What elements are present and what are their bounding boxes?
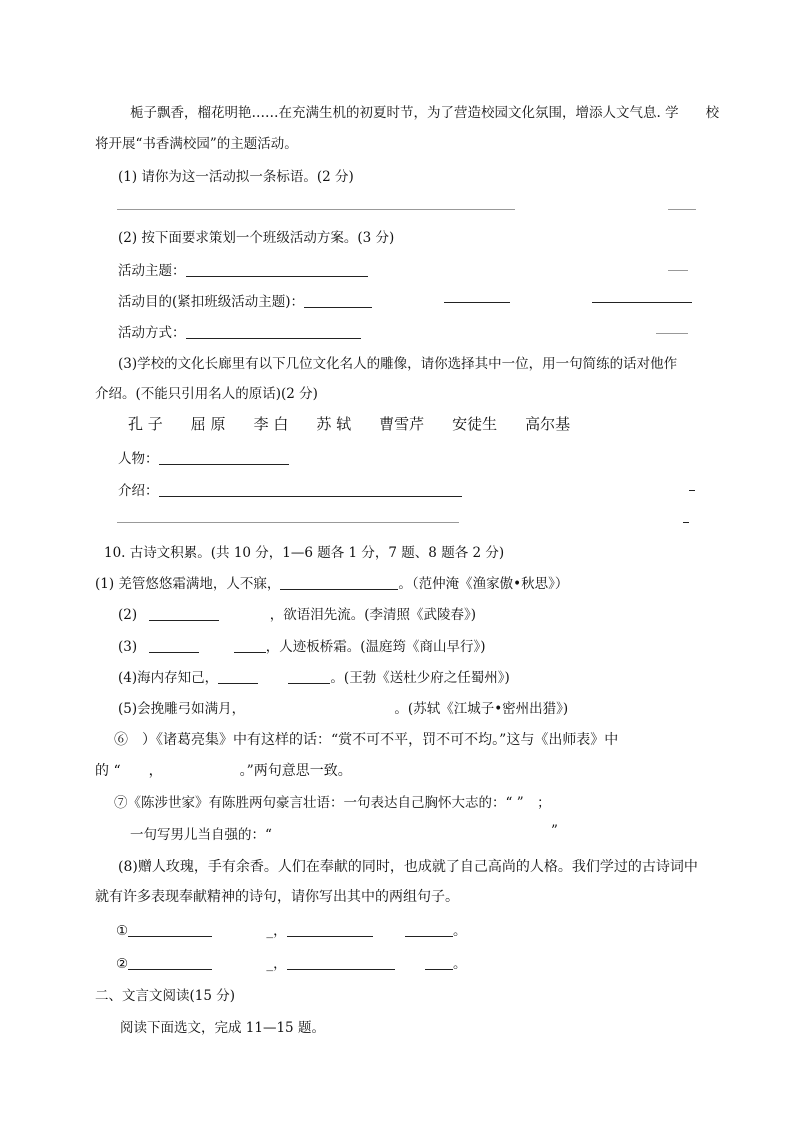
answer-1-blank-3[interactable] xyxy=(405,922,453,937)
item-6-line-2: 的 “ ， 。”两句意思一致。 xyxy=(95,763,352,779)
name-kongzi: 孔 子 xyxy=(128,415,163,433)
introduce-blank[interactable] xyxy=(159,482,462,497)
item-3-blank-2[interactable] xyxy=(234,638,266,653)
item-1-source: 。（范仲淹《渔家傲•秋思》） xyxy=(398,576,569,592)
answer-2-blank-1[interactable] xyxy=(128,955,212,970)
plan-method-label: 活动方式： xyxy=(118,325,186,341)
item-4-text: (4)海内存知己， xyxy=(118,670,219,686)
name-quyuan: 屈 原 xyxy=(190,415,226,433)
introduce-line-2-end[interactable] xyxy=(683,522,689,523)
question-10-title: 10. 古诗文积累。(共 10 分，1—6 题各 1 分，7 题、8 题各 2 分) xyxy=(104,545,505,561)
section-2-title: 二、文言文阅读(15 分) xyxy=(95,988,236,1004)
answer-2-blank-3[interactable] xyxy=(425,955,453,970)
answer-1-marker: ① xyxy=(116,923,129,939)
name-andersen: 安徒生 xyxy=(452,415,498,433)
item-2-number: (2) xyxy=(118,607,138,623)
question-2: (2) 按下面要求策划一个班级活动方案。(3 分) xyxy=(118,230,395,246)
item-3-number: (3) xyxy=(118,639,138,655)
answer-1-comma: _， xyxy=(266,923,287,939)
item-1 xyxy=(95,572,568,592)
person-label: 人物： xyxy=(118,451,159,467)
intro-line-1: 栀子飘香，榴花明艳……在充满生机的初夏时节，为了营造校园文化氛围，增添人文气息. 学 校 xyxy=(130,105,720,121)
item-4-blank-2[interactable] xyxy=(288,669,330,684)
item-5 xyxy=(118,697,568,717)
item-5-source: 。(苏轼《江城子•密州出猎》) xyxy=(394,701,569,717)
plan-theme-blank[interactable] xyxy=(186,262,368,277)
item-1-text: (1) 羌管悠悠霜满地，人不寐， xyxy=(95,576,281,592)
plan-purpose-label: 活动目的(紧扣班级活动主题)： xyxy=(118,294,305,310)
item-3-blank-1[interactable] xyxy=(149,638,199,653)
plan-theme-end[interactable] xyxy=(668,270,688,271)
answer-row-1 xyxy=(116,919,466,939)
question-3-line-2: 介绍。(不能只引用名人的原话)(2 分) xyxy=(95,386,318,402)
answer-2-period: 。 xyxy=(452,956,467,972)
plan-purpose-blank-1[interactable] xyxy=(304,293,372,308)
name-gorky: 高尔基 xyxy=(525,415,571,433)
item-7-line-2: 一句写男儿当自强的：“ xyxy=(130,827,272,843)
names-row xyxy=(128,413,598,434)
item-2-text: ，欲语泪先流。(李清照《武陵春》) xyxy=(269,607,477,623)
plan-theme-row xyxy=(118,259,368,279)
plan-theme-label: 活动主题： xyxy=(118,263,186,279)
question-1: (1) 请你为这一活动拟一条标语。(2 分) xyxy=(118,169,354,185)
plan-purpose-blank-3[interactable] xyxy=(592,302,692,303)
answer-line-q1-end[interactable] xyxy=(668,209,696,210)
item-4 xyxy=(118,666,510,686)
item-6-line-1: ⑥ ）《诸葛亮集》中有这样的话：“赏不可不平，罚不可不均。”这与《出师表》中 xyxy=(114,732,619,748)
item-7-line-1: ⑦《陈涉世家》有陈胜两句豪言壮语：一句表达自己胸怀大志的：“ ” ； xyxy=(114,795,551,811)
name-caoxueqin: 曹雪芹 xyxy=(379,415,425,433)
answer-1-blank-1[interactable] xyxy=(128,922,212,937)
item-7-close-quote: ” xyxy=(551,823,558,839)
intro-line-2: 将开展“书香满校园”的主题活动。 xyxy=(95,136,298,152)
introduce-end[interactable] xyxy=(689,490,695,491)
answer-row-2 xyxy=(116,952,466,972)
item-4-blank-1[interactable] xyxy=(218,669,258,684)
item-8-line-2: 就有许多表现奉献精神的诗句，请你写出其中的两组句子。 xyxy=(95,889,459,905)
answer-1-blank-2[interactable] xyxy=(287,922,373,937)
name-libai: 李 白 xyxy=(253,415,289,433)
item-8-line-1: (8)赠人玫瑰，手有余香。人们在奉献的同时，也成就了自己高尚的人格。我们学过的古诗词中 xyxy=(118,859,698,875)
plan-method-end[interactable] xyxy=(656,333,688,334)
introduce-line-2[interactable] xyxy=(117,522,459,523)
item-3 xyxy=(118,635,486,655)
person-blank[interactable] xyxy=(159,450,289,465)
item-1-blank[interactable] xyxy=(280,575,398,590)
answer-2-comma: _， xyxy=(266,956,287,972)
section-2-instruction: 阅读下面选文，完成 11—15 题。 xyxy=(120,1020,325,1036)
name-sushi: 苏 轼 xyxy=(316,415,352,433)
plan-purpose-blank-2[interactable] xyxy=(444,302,510,303)
question-3-line-1: (3)学校的文化长廊里有以下几位文化名人的雕像，请你选择其中一位，用一句简练的话对他作 xyxy=(118,356,678,372)
plan-purpose-row xyxy=(118,290,372,310)
answer-line-q1[interactable] xyxy=(117,209,515,210)
item-3-text: ，人迹板桥霜。(温庭筠《商山早行》) xyxy=(265,639,486,655)
item-2 xyxy=(118,603,476,623)
introduce-row xyxy=(118,479,462,499)
person-row xyxy=(118,447,289,467)
item-5-text: (5)会挽雕弓如满月， xyxy=(118,701,246,717)
plan-method-row xyxy=(118,321,361,341)
answer-1-period: 。 xyxy=(452,923,467,939)
answer-2-blank-2[interactable] xyxy=(287,955,395,970)
answer-2-marker: ② xyxy=(116,956,129,972)
introduce-label: 介绍： xyxy=(118,483,159,499)
item-2-blank[interactable] xyxy=(149,606,219,621)
item-4-source: 。(王勃《送杜少府之任蜀州》) xyxy=(330,670,510,686)
plan-method-blank[interactable] xyxy=(186,324,361,339)
